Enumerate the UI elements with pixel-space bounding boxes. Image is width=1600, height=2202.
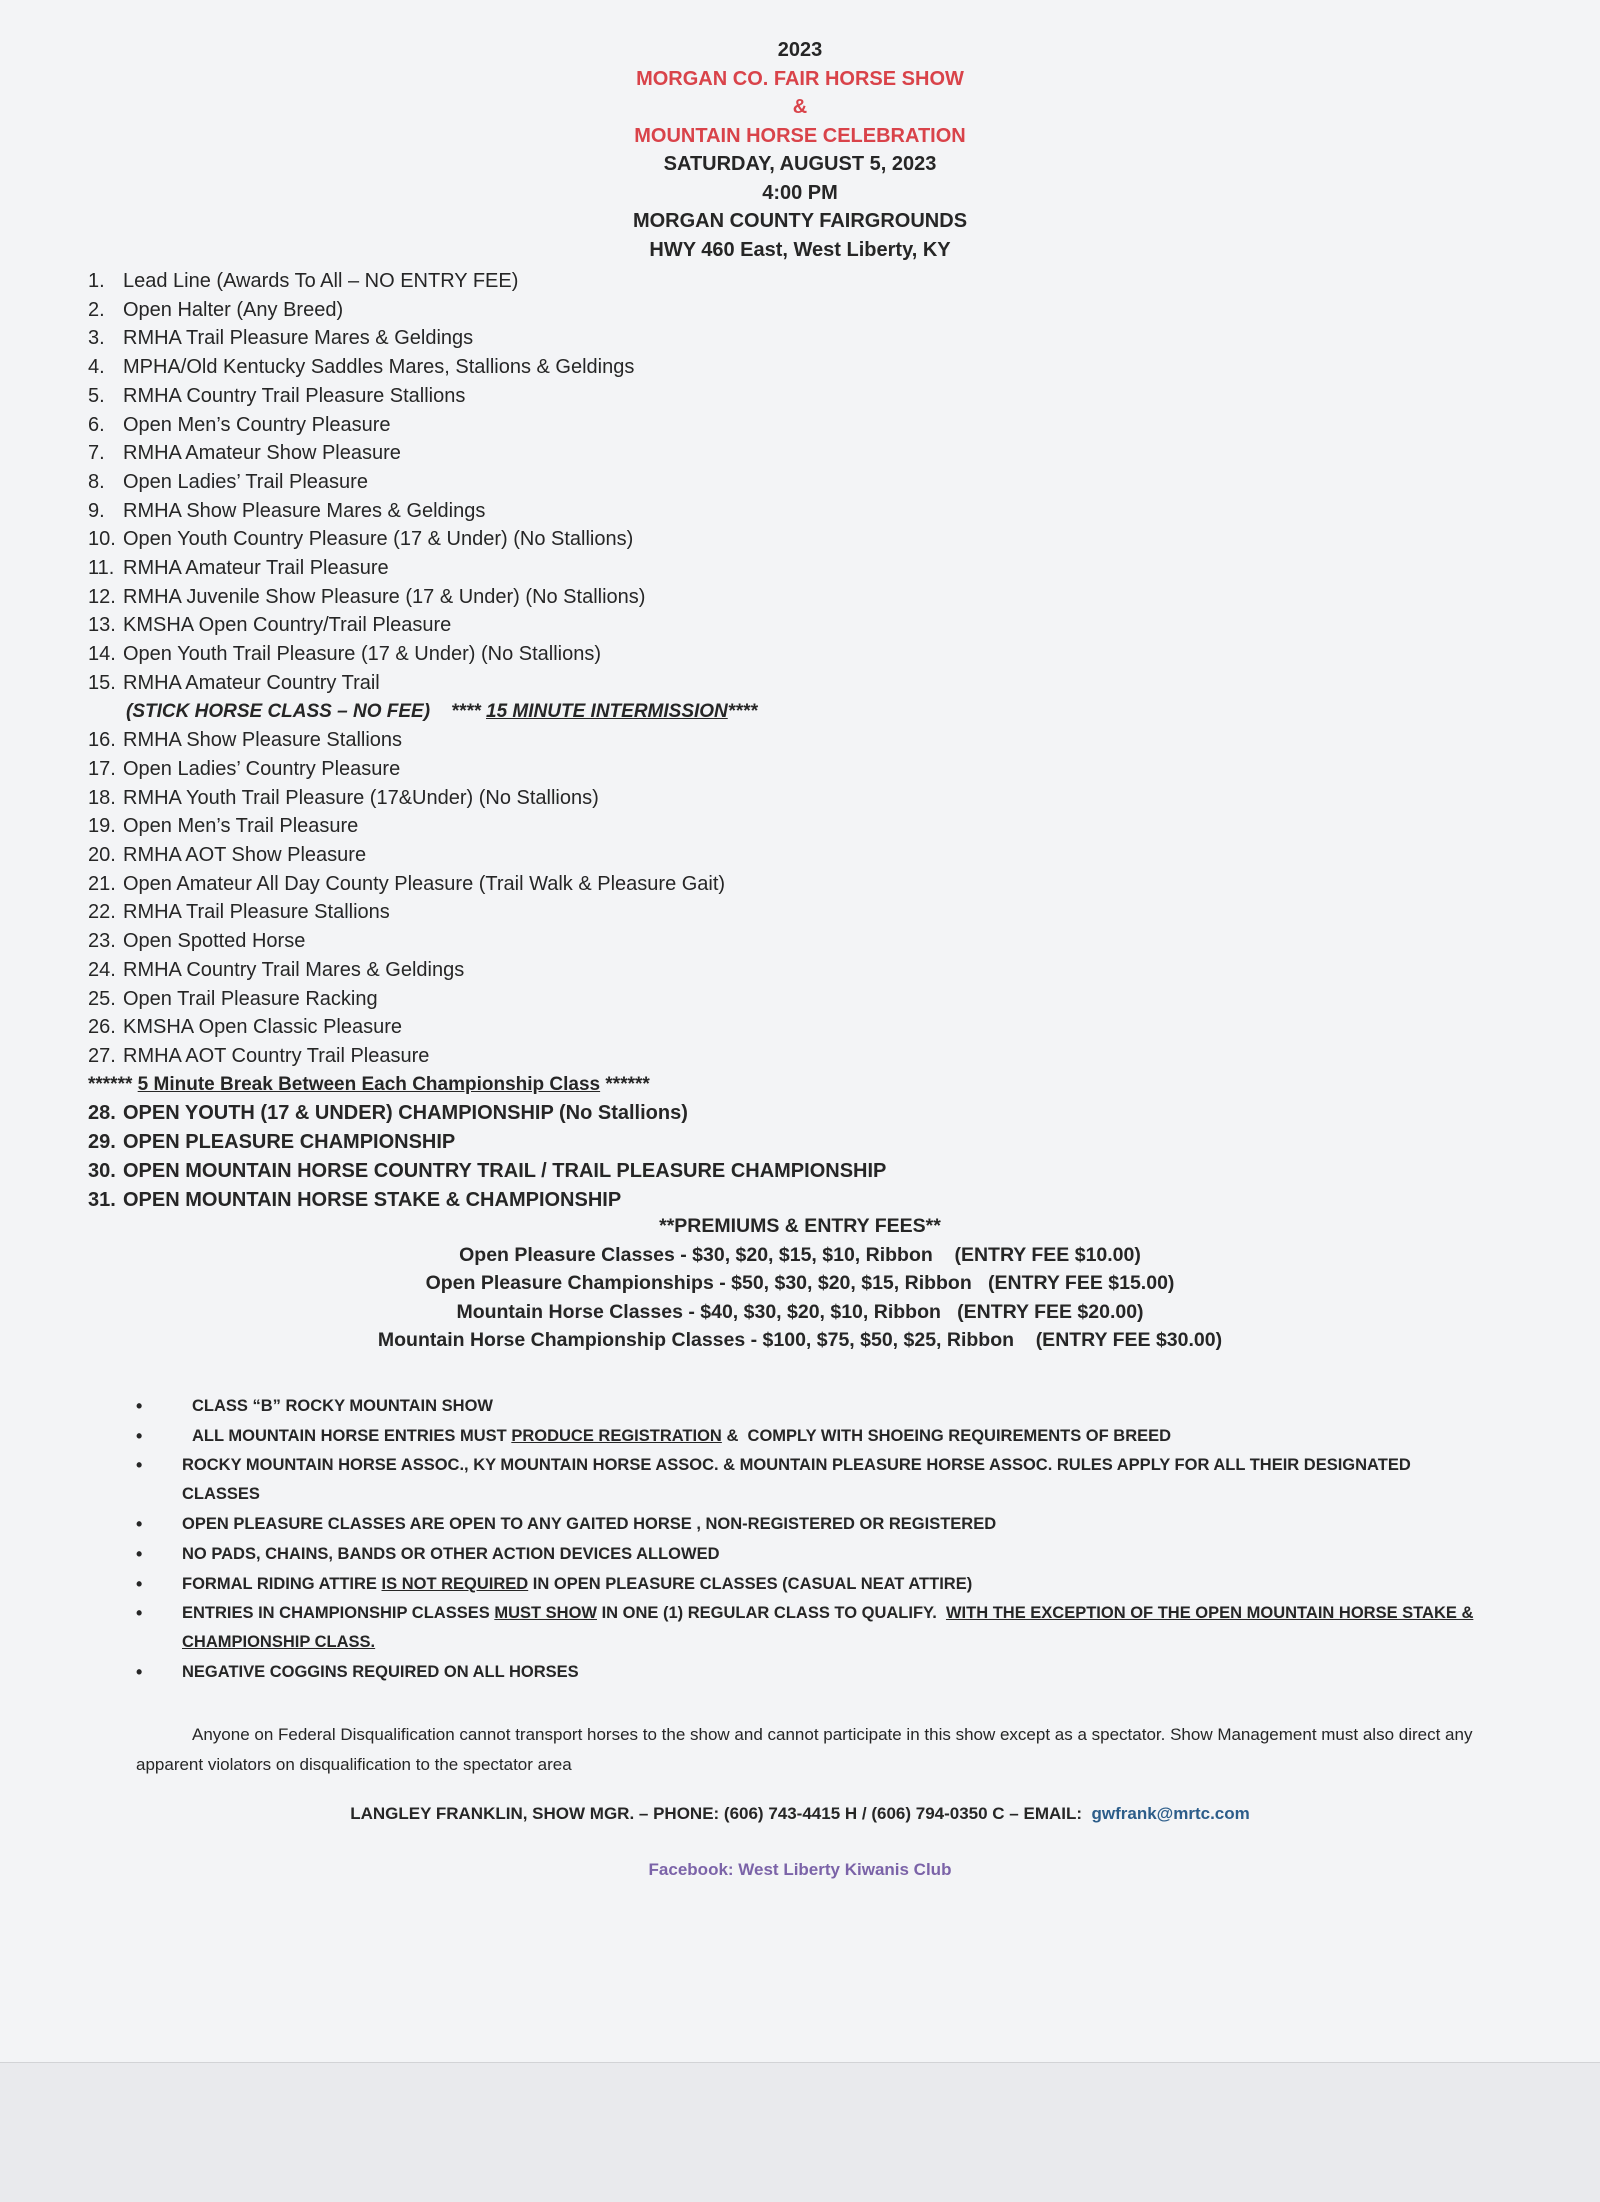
rule-text: CLASS “B” ROCKY MOUNTAIN SHOW (192, 1397, 493, 1415)
class-item (88, 583, 1488, 612)
rule-item (136, 1391, 1476, 1421)
class-item (88, 382, 1488, 411)
rule-text: & COMPLY WITH SHOEING REQUIREMENTS OF BREED (721, 1427, 1172, 1445)
rule-item (136, 1569, 1476, 1599)
class-number: 7. (88, 442, 105, 465)
class-item (88, 468, 1488, 497)
intermission-line (88, 698, 1488, 727)
rule-text: ROCKY MOUNTAIN HORSE ASSOC., KY MOUNTAIN HORSE ASSOC. & MOUNTAIN PLEASURE HORSE ASSOC. RULES APPLY FOR ALL THEIR DESIGNATED CLASSES (182, 1456, 1411, 1503)
class-name: KMSHA Open Country/Trail Pleasure (123, 614, 452, 637)
class-name: Open Ladies’ Country Pleasure (123, 757, 401, 780)
intermission-label: 15 MINUTE INTERMISSION (486, 700, 728, 722)
class-number: 22. (88, 901, 116, 924)
rule-item (136, 1539, 1476, 1569)
contact-line (0, 1804, 1600, 1824)
break-stars-left: ****** (88, 1073, 133, 1095)
class-item (88, 927, 1488, 956)
class-name: Open Youth Country Pleasure (17 & Under) (No Stallions) (123, 528, 634, 551)
rule-text: IN ONE (1) REGULAR CLASS TO QUALIFY. (597, 1604, 946, 1622)
break-stars-right: ****** (605, 1073, 650, 1095)
class-name: Open Youth Trail Pleasure (17 & Under) (No Stallions) (123, 643, 602, 666)
class-number: 25. (88, 987, 116, 1010)
rule-text: FORMAL RIDING ATTIRE (182, 1575, 382, 1593)
bullet-icon (136, 1539, 142, 1570)
class-name: RMHA Country Trail Pleasure Stallions (123, 384, 466, 407)
class-name: RMHA Show Pleasure Mares & Geldings (123, 499, 486, 522)
class-number: 30. (88, 1159, 116, 1182)
class-number: 20. (88, 844, 116, 867)
championship-item (88, 1186, 1488, 1215)
class-name: RMHA Amateur Country Trail (123, 671, 380, 694)
class-item (88, 841, 1488, 870)
rule-emphasis: MUST SHOW (494, 1604, 597, 1622)
championship-item (88, 1128, 1488, 1157)
facebook-line: Facebook: West Liberty Kiwanis Club (648, 1860, 952, 1879)
flyer-header (0, 36, 1600, 264)
class-item (88, 812, 1488, 841)
class-item (88, 985, 1488, 1014)
class-name: Open Men’s Trail Pleasure (123, 815, 359, 838)
class-name: OPEN PLEASURE CHAMPIONSHIP (123, 1131, 456, 1154)
bullet-icon (136, 1509, 142, 1540)
class-number: 4. (88, 356, 105, 379)
class-number: 17. (88, 757, 116, 780)
premium-line: Mountain Horse Classes - $40, $30, $20, $10, Ribbon (ENTRY FEE $20.00) (456, 1300, 1144, 1323)
rule-text: NEGATIVE COGGINS REQUIRED ON ALL HORSES (182, 1663, 579, 1681)
class-name: RMHA AOT Country Trail Pleasure (123, 1044, 430, 1067)
class-item (88, 353, 1488, 382)
class-name: RMHA Juvenile Show Pleasure (17 & Under) (No Stallions) (123, 585, 646, 608)
class-number: 9. (88, 499, 105, 522)
class-item (88, 611, 1488, 640)
class-name: Open Amateur All Day County Pleasure (Trail Walk & Pleasure Gait) (123, 872, 726, 895)
rule-item (136, 1451, 1476, 1509)
class-item (88, 411, 1488, 440)
bullet-icon (136, 1569, 142, 1600)
class-item (88, 324, 1488, 353)
class-name: Lead Line (Awards To All – NO ENTRY FEE) (123, 270, 519, 292)
premium-line: Open Pleasure Classes - $30, $20, $15, $10, Ribbon (ENTRY FEE $10.00) (459, 1243, 1141, 1266)
class-name: OPEN MOUNTAIN HORSE COUNTRY TRAIL / TRAIL PLEASURE CHAMPIONSHIP (123, 1159, 887, 1182)
class-number: 19. (88, 815, 116, 838)
class-name: RMHA Trail Pleasure Stallions (123, 901, 390, 924)
scanner-margin (0, 2062, 1600, 2202)
class-name: RMHA Show Pleasure Stallions (123, 729, 403, 752)
rule-emphasis: IS NOT REQUIRED (381, 1575, 529, 1593)
class-item (88, 956, 1488, 985)
class-name: RMHA AOT Show Pleasure (123, 844, 367, 867)
rule-item (136, 1599, 1476, 1657)
class-item (88, 525, 1488, 554)
event-time: 4:00 PM (762, 181, 838, 204)
class-item (88, 554, 1488, 583)
event-title-amp: & (792, 96, 808, 118)
intermission-stars-right: **** (727, 700, 758, 722)
class-number: 18. (88, 786, 116, 809)
class-name: OPEN MOUNTAIN HORSE STAKE & CHAMPIONSHIP (123, 1188, 622, 1211)
championship-item (88, 1157, 1488, 1186)
bullet-icon (136, 1391, 142, 1422)
class-number: 15. (88, 671, 116, 694)
class-number: 11. (88, 557, 115, 580)
class-name: RMHA Trail Pleasure Mares & Geldings (123, 327, 474, 350)
class-number: 31. (88, 1188, 116, 1211)
class-number: 5. (88, 384, 105, 407)
year: 2023 (777, 39, 823, 61)
rule-emphasis: WITH THE EXCEPTION OF THE OPEN MOUNTAIN HORSE STAKE & CHAMPIONSHIP CLASS. (182, 1604, 1474, 1651)
class-number: 8. (88, 470, 105, 493)
email-link[interactable]: gwfrank@mrtc.com (1091, 1804, 1250, 1823)
event-date: SATURDAY, AUGUST 5, 2023 (663, 153, 937, 175)
class-item (88, 669, 1488, 698)
class-item (88, 439, 1488, 468)
intermission-stars-left: **** (451, 700, 481, 722)
rule-emphasis: PRODUCE REGISTRATION (511, 1427, 722, 1445)
bullet-icon (136, 1657, 142, 1688)
class-item (88, 755, 1488, 784)
event-venue: MORGAN COUNTY FAIRGROUNDS (632, 210, 968, 232)
class-number: 6. (88, 413, 105, 436)
class-item (88, 640, 1488, 669)
class-name: MPHA/Old Kentucky Saddles Mares, Stallions & Geldings (123, 356, 635, 379)
premiums-title: **PREMIUMS & ENTRY FEES** (659, 1215, 941, 1237)
class-number: 12. (88, 585, 116, 608)
premium-line: Open Pleasure Championships - $50, $30, $20, $15, Ribbon (ENTRY FEE $15.00) (425, 1272, 1175, 1294)
class-name: RMHA Youth Trail Pleasure (17&Under) (No Stallions) (123, 786, 599, 809)
class-number: 23. (88, 930, 116, 953)
rule-item (136, 1421, 1476, 1451)
event-title-line1: MORGAN CO. FAIR HORSE SHOW (636, 67, 964, 90)
class-number: 2. (88, 298, 105, 321)
class-number: 10. (88, 528, 116, 551)
class-item (88, 497, 1488, 526)
class-number: 13. (88, 614, 116, 637)
class-name: KMSHA Open Classic Pleasure (123, 1016, 403, 1039)
rules-list (136, 1391, 1476, 1687)
class-name: Open Men’s Country Pleasure (123, 413, 391, 436)
class-number: 1. (88, 270, 105, 292)
class-number: 27. (88, 1044, 116, 1067)
class-item (88, 1042, 1488, 1071)
class-number: 21. (88, 872, 116, 895)
bullet-icon (136, 1451, 142, 1481)
stick-horse-class: (STICK HORSE CLASS – NO FEE) (126, 700, 431, 722)
rule-text: NO PADS, CHAINS, BANDS OR OTHER ACTION DEVICES ALLOWED (182, 1545, 720, 1563)
class-number: 14. (88, 643, 116, 666)
class-name: Open Ladies’ Trail Pleasure (123, 470, 368, 493)
rule-item (136, 1509, 1476, 1539)
class-name: Open Trail Pleasure Racking (123, 987, 378, 1010)
disqualification-notice: Anyone on Federal Disqualification cannot transport horses to the show and cannot participate in this show except as a spectator. Show Management must also direct any apparent violators on disqualification to the spectator area (136, 1725, 1473, 1774)
class-item (88, 296, 1488, 325)
event-title-line2: MOUNTAIN HORSE CELEBRATION (634, 124, 966, 147)
class-item (88, 726, 1488, 755)
rule-text: OPEN PLEASURE CLASSES ARE OPEN TO ANY GAITED HORSE , NON-REGISTERED OR REGISTERED (182, 1515, 997, 1533)
class-name: RMHA Amateur Show Pleasure (123, 442, 401, 465)
class-number: 26. (88, 1016, 116, 1039)
class-number: 29. (88, 1131, 116, 1154)
event-address: HWY 460 East, West Liberty, KY (649, 238, 951, 261)
bullet-icon (136, 1421, 142, 1452)
class-list (88, 267, 1488, 1214)
class-item (88, 870, 1488, 899)
rule-text: IN OPEN PLEASURE CLASSES (CASUAL NEAT ATTIRE) (528, 1575, 973, 1593)
rule-text: ENTRIES IN CHAMPIONSHIP CLASSES (182, 1604, 495, 1622)
class-name: Open Halter (Any Breed) (123, 298, 344, 321)
class-name: RMHA Country Trail Mares & Geldings (123, 958, 465, 981)
premiums-section (0, 1212, 1600, 1355)
rule-item (136, 1657, 1476, 1687)
class-number: 3. (88, 327, 105, 350)
class-name: RMHA Amateur Trail Pleasure (123, 557, 389, 580)
class-number: 24. (88, 958, 116, 981)
championship-break-line (88, 1071, 1488, 1100)
bullet-icon (136, 1599, 142, 1629)
class-item (88, 898, 1488, 927)
class-name: Open Spotted Horse (123, 930, 306, 953)
class-item (88, 784, 1488, 813)
break-label: 5 Minute Break Between Each Championship Class (137, 1073, 601, 1095)
premium-line: Mountain Horse Championship Classes - $100, $75, $50, $25, Ribbon (ENTRY FEE $30.00) (377, 1329, 1223, 1351)
class-item (88, 267, 1488, 296)
class-name: OPEN YOUTH (17 & UNDER) CHAMPIONSHIP (No Stallions) (123, 1102, 688, 1125)
class-item (88, 1013, 1488, 1042)
class-number: 16. (88, 729, 116, 752)
championship-item (88, 1099, 1488, 1128)
class-number: 28. (88, 1102, 116, 1125)
contact-text: LANGLEY FRANKLIN, SHOW MGR. – PHONE: (606) 743-4415 H / (606) 794-0350 C – EMAIL: (350, 1804, 1092, 1823)
rule-text: ALL MOUNTAIN HORSE ENTRIES MUST (192, 1427, 512, 1445)
